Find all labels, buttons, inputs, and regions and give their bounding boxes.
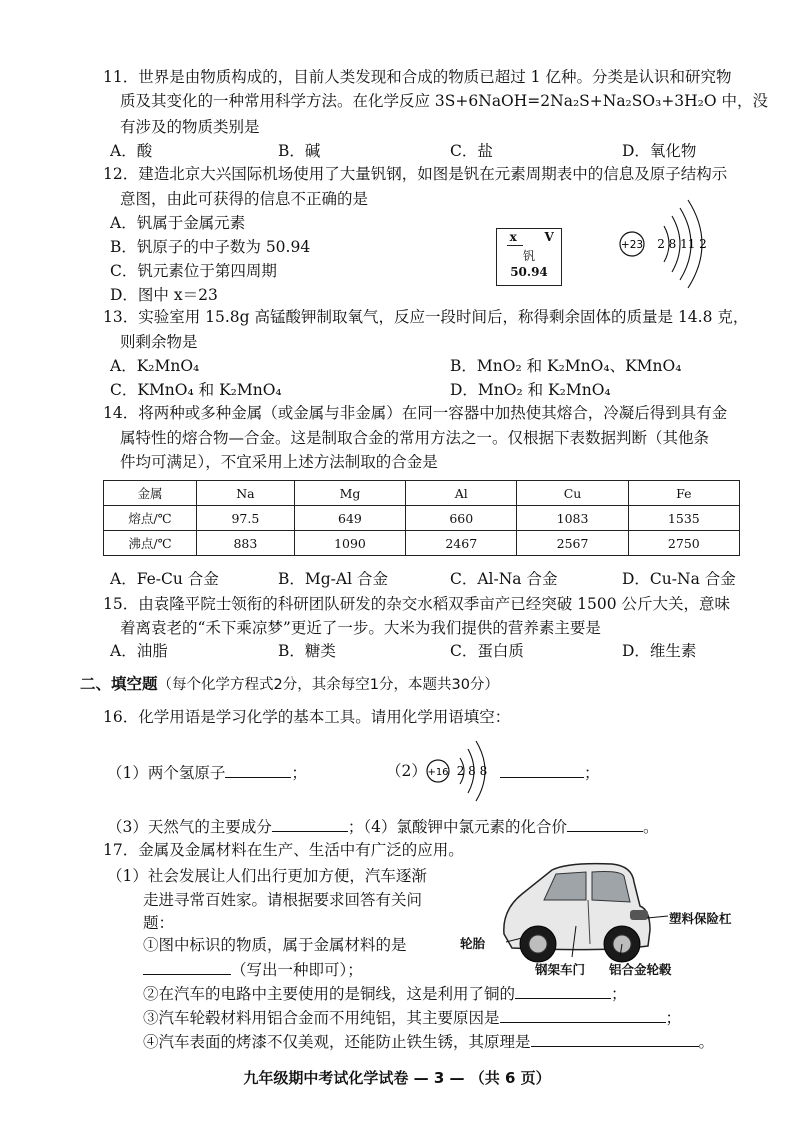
q11-option-b: B．碱 — [278, 142, 321, 160]
table-header-cell: Al — [406, 481, 517, 506]
table-cell: 97.5 — [197, 506, 295, 531]
q17-sub3-text: ③汽车轮毂材料用铝合金而不用纯铝，其主要原因是 — [143, 1009, 500, 1027]
q17-sub4-period: 。 — [698, 1033, 715, 1051]
q16-part2-label: （2） — [386, 762, 427, 780]
q12-line1: 12．建造北京大兴国际机场使用了大量钒钢，如图是钒在元素周期表中的信息及原子结构示 — [103, 165, 728, 183]
section-note: （每个化学方程式2分，其余每空1分，本题共30分） — [157, 677, 499, 693]
sulfur-electrons: 2 8 8 — [456, 764, 488, 778]
atomic-number: x — [509, 230, 517, 244]
q17-sub1-answer — [143, 958, 363, 980]
q16-answer-blank-3[interactable] — [272, 815, 348, 832]
q14-option-d: D．Cu-Na 合金 — [622, 570, 736, 588]
table-cell: 649 — [294, 506, 405, 531]
q15-option-d: D．维生素 — [622, 642, 697, 660]
label-steel-door: 钢架车门 — [535, 962, 586, 977]
table-cell: 熔点/℃ — [104, 506, 197, 531]
table-cell: 883 — [197, 531, 295, 556]
table-cell: 1535 — [628, 506, 739, 531]
q14-line2: 属特性的熔合物—合金。这是制取合金的常用方法之一。仅根据下表数据判断（其他条 — [120, 429, 710, 447]
q17-sub4-text: ④汽车表面的烤漆不仅美观，还能防止铁生锈，其原理是 — [143, 1033, 531, 1051]
table-header-row — [104, 481, 740, 506]
q13-option-b: B．MnO₂ 和 K₂MnO₄、KMnO₄ — [450, 357, 682, 375]
q13-line1: 13．实验室用 15.8g 高锰酸钾制取氧气，反应一段时间后，称得剩余固体的质量是 14.8 克， — [103, 308, 749, 326]
table-header-cell: Fe — [628, 481, 739, 506]
q12-option-b: B．钒原子的中子数为 50.94 — [110, 238, 311, 256]
q17-sub1: ①图中标识的物质，属于金属材料的是 — [143, 936, 407, 954]
atomic-mass: 50.94 — [510, 265, 548, 279]
q17-sub2-semicolon: ； — [611, 985, 627, 1003]
vanadium-atom-structure-diagram — [612, 198, 742, 290]
q11-option-a: A．酸 — [110, 142, 153, 160]
q16-part3 — [107, 815, 659, 837]
element-cell-vanadium — [496, 228, 562, 286]
sulfur-ion-structure-diagram — [420, 740, 500, 802]
q13-option-a: A．K₂MnO₄ — [110, 357, 200, 375]
q16-part4-label: （4）氯酸钾中氯元素的化合价 — [363, 818, 568, 836]
q13-option-d: D．MnO₂ 和 K₂MnO₄ — [450, 381, 611, 399]
q12-option-c: C．钒元素位于第四周期 — [110, 262, 277, 280]
q16-part2-semicolon: ； — [584, 764, 600, 782]
q14-option-c: C．Al-Na 合金 — [450, 570, 558, 588]
q11-option-c: C．盐 — [450, 142, 493, 160]
element-symbol: V — [544, 230, 554, 244]
q16-part3-semicolon: ； — [347, 818, 364, 836]
element-number-symbol — [497, 230, 561, 244]
label-tire: 轮胎 — [460, 936, 486, 951]
q16-answer-blank-2[interactable] — [500, 761, 584, 778]
section-title — [80, 674, 499, 695]
q15-line2: 着离袁老的“禾下乘凉梦”更近了一步。大米为我们提供的营养素主要是 — [120, 619, 601, 637]
q16-part3-label: （3）天然气的主要成分 — [107, 818, 272, 836]
q17-sub3 — [143, 1006, 681, 1028]
q11-line2: 质及其变化的一种常用科学方法。在化学反应 3S+6NaOH=2Na₂S+Na₂SO₃+3H₂O 中，没 — [120, 92, 769, 110]
section-title-text: 二、填空题 — [80, 675, 158, 693]
table-header-cell: Cu — [517, 481, 628, 506]
table-header-cell: Mg — [294, 481, 405, 506]
table-cell: 2750 — [628, 531, 739, 556]
table-row — [104, 506, 740, 531]
q17-answer-blank-3[interactable] — [500, 1006, 666, 1023]
q17-part1-line1: （1）社会发展让人们出行更加方便，汽车逐渐 — [107, 867, 427, 885]
q14-line1: 14．将两种或多种金属（或金属与非金属）在同一容器中加热使其熔合，冷凝后得到具有金 — [103, 404, 728, 422]
q16-part1-label: （1）两个氢原子 — [107, 764, 226, 782]
q17-sub2-text: ②在汽车的电路中主要使用的是铜线，这是利用了铜的 — [143, 985, 516, 1003]
table-cell: 2567 — [517, 531, 628, 556]
q15-option-b: B．糖类 — [278, 642, 336, 660]
table-header-cell: 金属 — [104, 481, 197, 506]
q16-line1: 16．化学用语是学习化学的基本工具。请用化学用语填空： — [103, 708, 511, 726]
q13-option-c: C．KMnO₄ 和 K₂MnO₄ — [110, 381, 282, 399]
metal-properties-table — [103, 480, 740, 556]
label-alloy-hub: 铝合金轮毂 — [609, 962, 672, 977]
q17-answer-blank-2[interactable] — [515, 982, 611, 999]
table-cell: 660 — [406, 506, 517, 531]
q17-sub2 — [143, 982, 627, 1004]
q11-line3: 有涉及的物质类别是 — [120, 118, 260, 136]
page-footer: 九年级期中考试化学试卷 — 3 — （共 6 页） — [243, 1069, 551, 1087]
vanadium-electrons: 2 8 11 2 — [657, 237, 707, 251]
q16-answer-blank-4[interactable] — [567, 815, 643, 832]
sulfur-nucleus: +16 — [427, 767, 449, 778]
q17-part1-line3: 题： — [143, 914, 175, 932]
table-cell: 1083 — [517, 506, 628, 531]
q14-option-b: B．Mg-Al 合金 — [278, 570, 388, 588]
table-header-cell: Na — [197, 481, 295, 506]
q17-part1-line2: 走进寻常百姓家。请根据要求回答有关问 — [143, 891, 423, 909]
q17-line1: 17．金属及金属材料在生产、生活中有广泛的应用。 — [103, 841, 464, 859]
table-cell: 沸点/℃ — [104, 531, 197, 556]
q12-line2: 意图，由此可获得的信息不正确的是 — [120, 190, 369, 208]
table-row — [104, 531, 740, 556]
q15-option-c: C．蛋白质 — [450, 642, 524, 660]
q16-part4-period: 。 — [643, 818, 659, 836]
q16-answer-blank-1[interactable] — [225, 761, 291, 778]
q15-option-a: A．油脂 — [110, 642, 168, 660]
element-name: 钒 — [522, 249, 535, 263]
q16-part1-semicolon: ； — [291, 764, 307, 782]
q12-option-a: A．钒属于金属元素 — [110, 214, 246, 232]
vanadium-nucleus: +23 — [620, 239, 644, 251]
table-cell: 2467 — [406, 531, 517, 556]
label-plastic-bumper: 塑料保险杠 — [669, 911, 732, 926]
q16-part2-answer — [500, 761, 600, 783]
q16-part1 — [107, 761, 307, 783]
q17-sub1-hint: （写出一种即可）； — [231, 961, 363, 979]
table-cell: 1090 — [294, 531, 405, 556]
q13-line2: 则剩余物是 — [120, 333, 198, 351]
q17-answer-blank-1[interactable] — [143, 958, 231, 975]
q17-sub4 — [143, 1030, 714, 1052]
q14-line3: 件均可满足），不宜采用上述方法制取的合金是 — [120, 453, 438, 471]
q17-sub3-semicolon: ； — [665, 1009, 682, 1027]
q11-line1: 11．世界是由物质构成的，目前人类发现和合成的物质已超过 1 亿种。分类是认识和研究物 — [103, 68, 732, 86]
q12-option-d: D．图中 x＝23 — [110, 286, 218, 304]
q14-option-a: A．Fe-Cu 合金 — [110, 570, 219, 588]
q11-option-d: D．氧化物 — [622, 142, 697, 160]
q15-line1: 15．由袁隆平院士领衔的科研团队研发的杂交水稻双季亩产已经突破 1500 公斤大关，意味 — [103, 595, 731, 613]
q17-answer-blank-4[interactable] — [531, 1030, 699, 1047]
